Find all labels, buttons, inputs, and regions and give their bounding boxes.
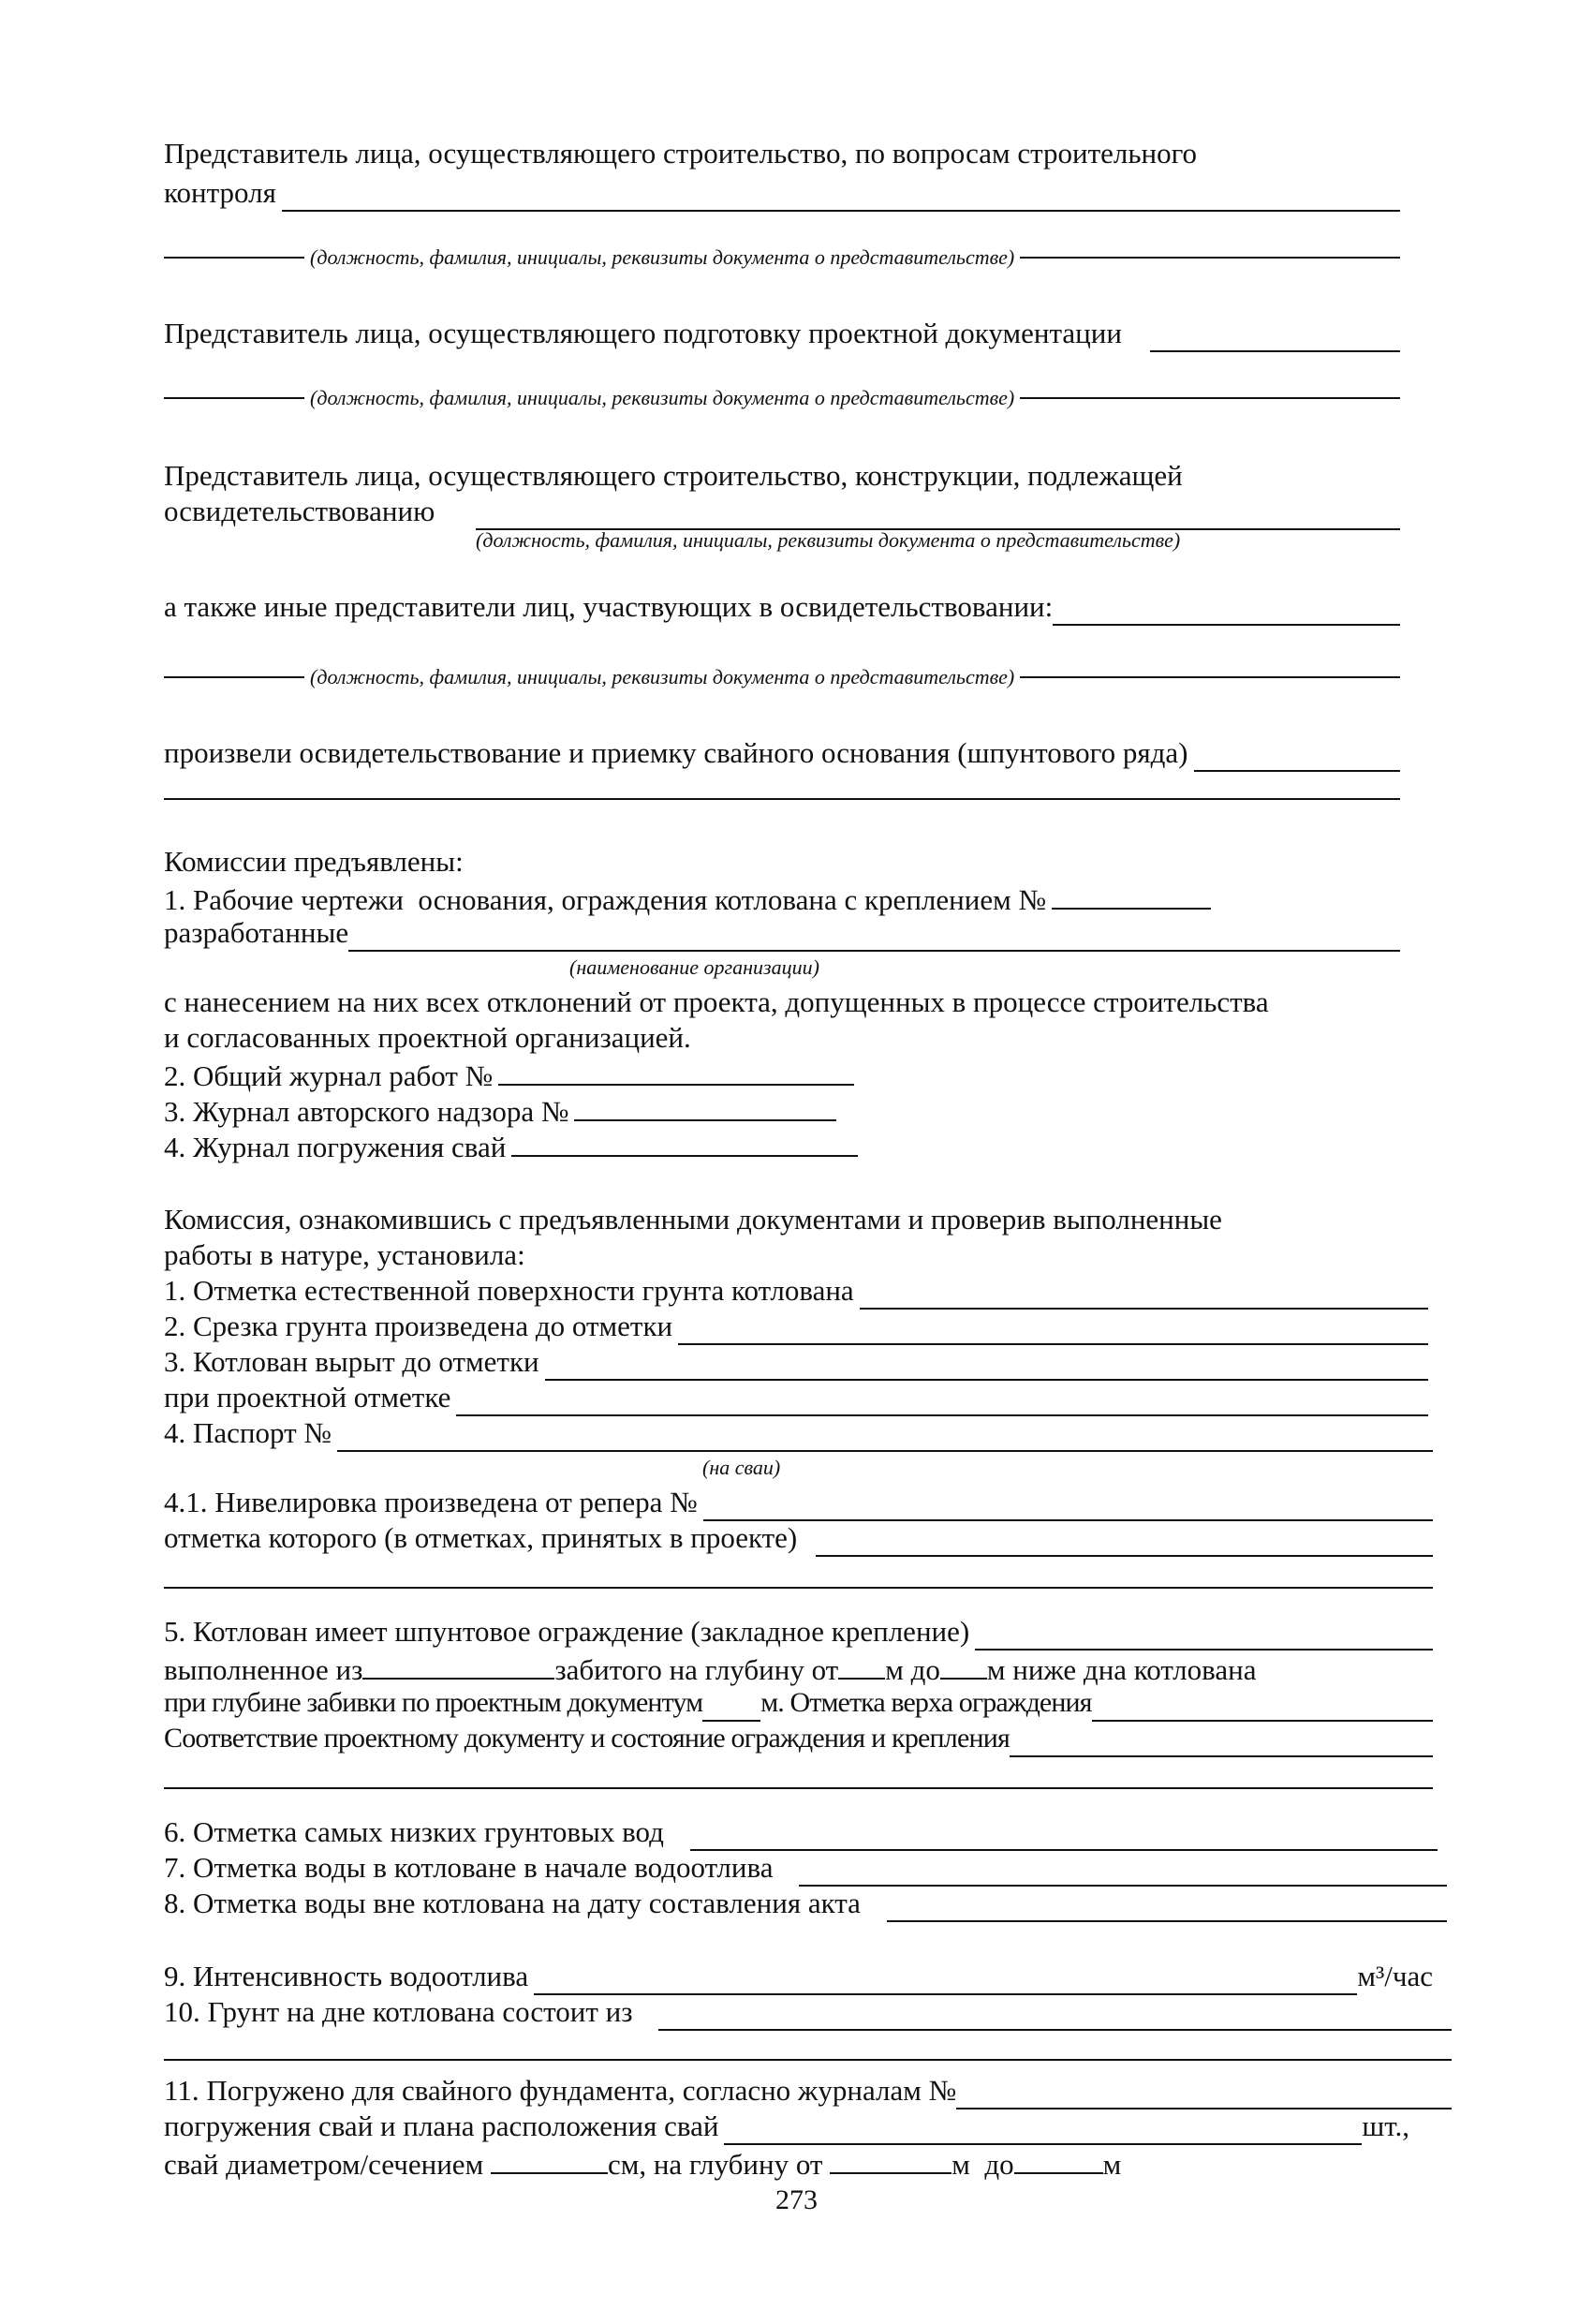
soil-field-2[interactable] [164,2059,1452,2061]
caption-row-2: (должность, фамилия, инициалы, реквизиты документа о представительстве) [164,386,1400,410]
depth-to-field[interactable] [940,1649,987,1680]
top-mark-field[interactable] [1092,1691,1433,1722]
line-control-field: контроля [164,174,1400,212]
page-number: 273 [775,2184,818,2215]
line-compliance: Соответствие проектному документу и состояние ограждения и крепления [164,1720,1433,1757]
groundwater-field[interactable] [690,1820,1438,1851]
caption-organization: (наименование организации) [569,955,819,979]
organization-field[interactable] [348,921,1400,952]
dug-mark-field[interactable] [545,1350,1428,1381]
soil-field[interactable] [658,2000,1452,2031]
benchmark-mark-field-2[interactable] [164,1587,1433,1589]
line-pile-plan: погружения свай и плана расположения свай шт., [164,2108,1409,2145]
line-drawings: 1. Рабочие чертежи основания, ограждения котлована с креплением № [164,879,1400,916]
documents-heading: Комиссии предъявлены: [164,845,464,878]
compliance-field[interactable] [1010,1726,1433,1757]
passport-field[interactable] [337,1421,1433,1452]
pile-base-field[interactable] [1194,741,1401,772]
line-construction-control-rep: Представитель лица, осуществляющего строительство, по вопросам строительного [164,137,1198,170]
line-surface-mark: 1. Отметка естественной поверхности грунта котлована [164,1272,1428,1310]
pile-depth-to-field[interactable] [1014,2143,1103,2174]
line-soil: 10. Грунт на дне котлована состоит из [164,1993,1452,2031]
line-general-journal: 2. Общий журнал работ № [164,1055,1400,1092]
piles-journal-field[interactable] [956,2079,1452,2109]
material-field[interactable] [362,1649,554,1680]
design-mark-field[interactable] [456,1385,1428,1416]
pile-base-field-2[interactable] [164,798,1400,800]
depth-from-field[interactable] [838,1649,885,1680]
cut-mark-field[interactable] [678,1314,1428,1345]
pile-depth-from-field[interactable] [830,2143,951,2174]
diameter-field[interactable] [491,2143,608,2174]
other-reps-field[interactable] [1053,595,1400,626]
line-water-outside: 8. Отметка воды вне котлована на дату составления акта [164,1885,1447,1922]
line-developed-by: разработанные [164,914,1400,952]
line-passport: 4. Паспорт № [164,1414,1433,1452]
benchmark-mark-field[interactable] [816,1526,1433,1557]
sheet-pile-field[interactable] [975,1620,1433,1650]
line-dug-mark: 3. Котлован вырыт до отметки [164,1343,1428,1381]
line-made-of: выполненное из забитого на глубину от м до м ниже дна котлована [164,1649,1433,1686]
control-rep-field[interactable] [282,181,1400,212]
pile-count-field[interactable] [724,2114,1362,2145]
water-start-field[interactable] [799,1856,1447,1887]
line-driving-depth: при глубине забивки по проектным документум м. Отметка верха ограждения [164,1684,1433,1722]
line-inspection: освидетельствованию [164,495,435,527]
line-structure-rep: Представитель лица, осуществляющего строительство, конструкции, подлежащей [164,459,1183,492]
line-benchmark-mark: отметка которого (в отметках, принятых в проекте) [164,1519,1433,1557]
line-sheet-pile: 5. Котлован имеет шпунтовое ограждение (закладное крепление) [164,1613,1433,1650]
line-design-mark: при проектной отметке [164,1379,1428,1416]
line-agreed: и согласованных проектной организацией. [164,1021,691,1054]
general-journal-field[interactable] [498,1055,854,1086]
water-outside-field[interactable] [887,1891,1447,1922]
line-other-reps: а также иные представители лиц, участвующих в освидетельствовании: [164,588,1400,626]
line-design-rep: Представитель лица, осуществляющего подготовку проектной документации [164,315,1400,352]
line-established: работы в натуре, установила: [164,1238,525,1271]
surface-mark-field[interactable] [860,1279,1428,1310]
benchmark-field[interactable] [703,1490,1433,1521]
structure-rep-field[interactable] [476,528,1400,530]
line-groundwater: 6. Отметка самых низких грунтовых вод [164,1813,1438,1851]
supervision-journal-field[interactable] [574,1090,836,1121]
piling-journal-field[interactable] [511,1126,858,1157]
line-deviations: с нанесением на них всех отклонений от проекта, допущенных в процессе строительства [164,985,1269,1018]
line-supervision-journal: 3. Журнал авторского надзора № [164,1090,1400,1128]
line-benchmark: 4.1. Нивелировка произведена от репера № [164,1484,1433,1521]
line-piling-journal: 4. Журнал погружения свай [164,1126,1400,1163]
line-commission: Комиссия, ознакомившись с предъявленными документами и проверив выполненные [164,1203,1222,1236]
caption-row-4: (должность, фамилия, инициалы, реквизиты документа о представительстве) [164,665,1400,689]
caption-3: (должность, фамилия, инициалы, реквизиты документа о представительстве) [476,528,1181,552]
line-inspection-done: произвели освидетельствование и приемку свайного основания (шпунтового ряда) [164,734,1400,772]
design-rep-field[interactable] [1150,321,1400,352]
drainage-field[interactable] [534,1964,1357,1995]
drawings-number-field[interactable] [1052,879,1211,910]
line-pile-diameter: свай диаметром/сечением см, на глубину от м до м [164,2143,1400,2181]
line-cut-mark: 2. Срезка грунта произведена до отметки [164,1308,1428,1345]
caption-row-1: (должность, фамилия, инициалы, реквизиты документа о представительстве) [164,245,1400,270]
compliance-field-2[interactable] [164,1787,1433,1789]
line-water-start: 7. Отметка воды в котловане в начале водоотлива [164,1849,1447,1887]
driving-depth-field[interactable] [702,1691,760,1722]
caption-piles: (на сваи) [702,1456,781,1479]
line-piles-driven: 11. Погружено для свайного фундамента, согласно журналам № [164,2072,1452,2109]
line-drainage: 9. Интенсивность водоотлива м³/час [164,1958,1433,1995]
